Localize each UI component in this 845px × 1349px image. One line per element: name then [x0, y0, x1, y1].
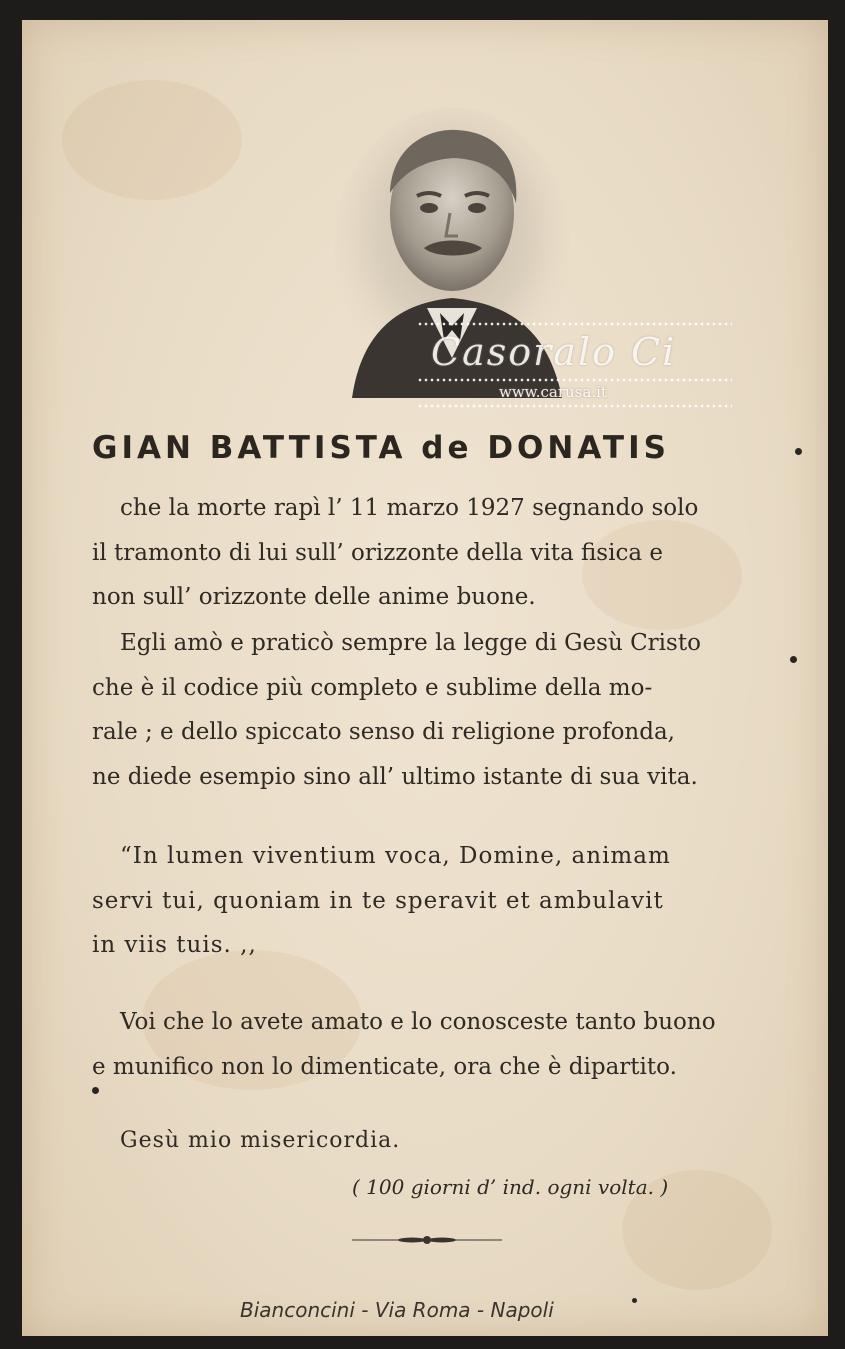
text-line: rale ; e dello spiccato senso di religione profonda, — [92, 719, 675, 745]
text-line: ne diede esempio sino all’ ultimo istante di sua vita. — [92, 763, 698, 790]
watermark-dots — [417, 322, 732, 326]
text-line: non sull’ orizzonte delle anime buone. — [92, 584, 536, 610]
latin-prayer — [92, 834, 768, 968]
watermark-dots — [417, 404, 732, 408]
text-line: che la morte rapì l’ 11 marzo 1927 segnando solo — [120, 495, 699, 521]
divider-ornament — [352, 1230, 502, 1250]
text-line: Voi che lo avete amato e lo conosceste tanto buono — [120, 1009, 716, 1035]
text-line: “In lumen viventium voca, Domine, animam — [120, 843, 671, 869]
indulgence-note: ( 100 giorni d’ ind. ogni volta. ) — [352, 1175, 669, 1199]
invocation: Gesù mio misericordia. — [120, 1128, 401, 1153]
ink-speck — [92, 1087, 99, 1094]
text-line: e munifico non lo dimenticate, ora che è dipartito. — [92, 1053, 677, 1080]
obituary-paragraph-1 — [92, 486, 768, 620]
text-line: in viis tuis. ,, — [92, 932, 257, 958]
obituary-paragraph-2 — [92, 621, 768, 799]
card-paper — [22, 20, 828, 1336]
remembrance-paragraph — [92, 1000, 768, 1089]
watermark-url: www.carusa.it — [499, 383, 607, 401]
text-line: il tramonto di lui sull’ orizzonte della vita fisica e — [92, 539, 663, 566]
text-line: Egli amò e praticò sempre la legge di Gesù Cristo — [120, 630, 701, 656]
ink-speck — [790, 656, 797, 663]
name-bullet — [795, 448, 802, 455]
printer-imprint: Bianconcini - Via Roma - Napoli — [240, 1298, 554, 1322]
paper-stain — [62, 80, 242, 200]
ink-speck — [632, 1298, 637, 1303]
text-line: servi tui, quoniam in te speravit et ambulavit — [92, 887, 664, 914]
watermark-script-text: Casoralo Ci — [431, 330, 677, 374]
text-line: che è il codice più completo e sublime della mo- — [92, 674, 653, 701]
watermark — [417, 320, 737, 412]
deceased-name: GIAN BATTISTA de DONATIS — [92, 430, 670, 466]
watermark-dots — [417, 378, 732, 382]
